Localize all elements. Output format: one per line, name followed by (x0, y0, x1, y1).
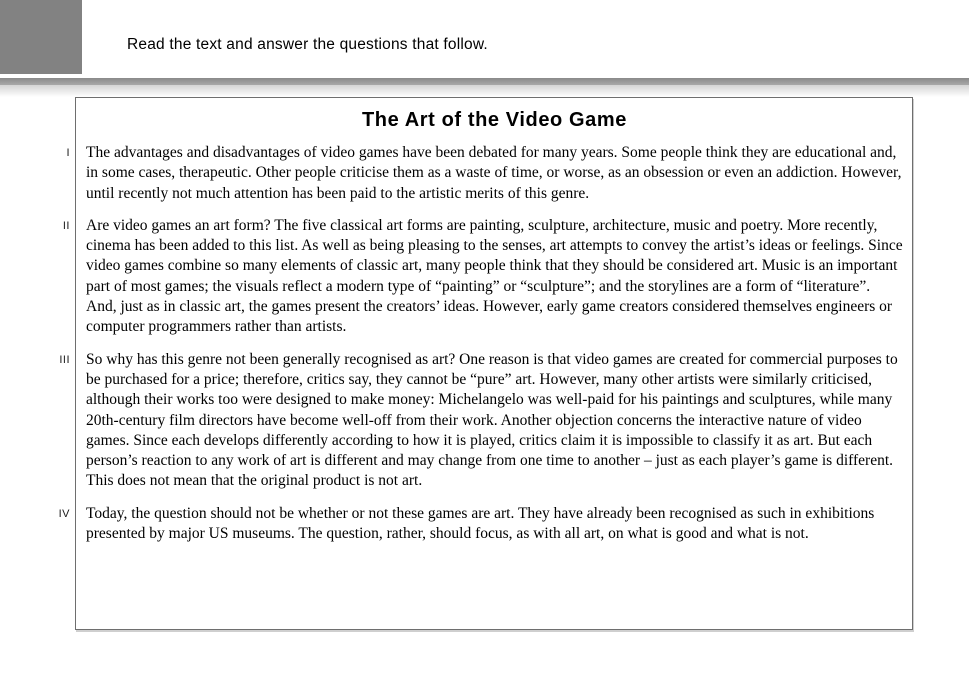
paragraph-text: The advantages and disadvantages of video games have been debated for many years. Some people think they are educational and, in some cases, therapeutic. Other people criticise them as a waste of time, or worse, as an obsession or even an addiction. However, until recently not much attention has been paid to the artistic merits of this genre. (86, 144, 902, 202)
paragraph-numeral: I (66, 147, 70, 159)
instruction-text: Read the text and answer the questions that follow. (127, 36, 488, 53)
paragraph-numeral: II (62, 219, 70, 232)
passage-paragraph (62, 216, 903, 338)
paragraph-text: So why has this genre not been generally recognised as art? One reason is that video games are created for commercial purposes to be purchased for a price; therefore, critics say, they cannot be “pure” art. However, many other artists were similarly criticised, although their works too were designed to make money: Michelangelo was well-paid for his paintings and sculptures, while many 20th-century film directors have become well-off from their work. Another objection concerns the interactive nature of video games. Since each develops differently according to how it is played, critics claim it is impossible to classify it as art. But each person’s reaction to any work of art is different and may change from one time to another – just as each player’s game is different. This does not mean that the original product is not art. (86, 350, 898, 490)
paragraph-numeral: III (59, 353, 70, 366)
passage-paragraph (59, 350, 903, 492)
paragraph-text: Are video games an art form? The five classical art forms are painting, sculpture, architecture, music and poetry. More recently, cinema has been added to this list. As well as being pleasing to the senses, art attempts to convey the artist’s ideas or feelings. Since video games combine so many elements of classic art, many people think that they should be considered art. Music is an important part of most games; the visuals reflect a modern type of “painting” or “sculpture”; and the storylines are a form of “literature”. And, just as in classic art, the games present the creators’ ideas. However, early game creators considered themselves engineers or computer programmers rather than artists. (86, 216, 903, 336)
passage-paragraph (66, 143, 903, 204)
passage-title: The Art of the Video Game (361, 109, 628, 131)
corner-square (0, 0, 82, 74)
passage-paragraph (58, 504, 903, 545)
paragraph-numeral: IV (58, 507, 70, 520)
divider-bar (0, 78, 969, 85)
reading-passage (58, 97, 913, 630)
divider-bar-shadow (0, 85, 969, 97)
paragraph-text: Today, the question should not be whether or not these games are art. They have already been recognised as such in exhibitions presented by major US museums. The question, rather, should focus, as with all art, on what is good and what is not. (86, 504, 875, 543)
